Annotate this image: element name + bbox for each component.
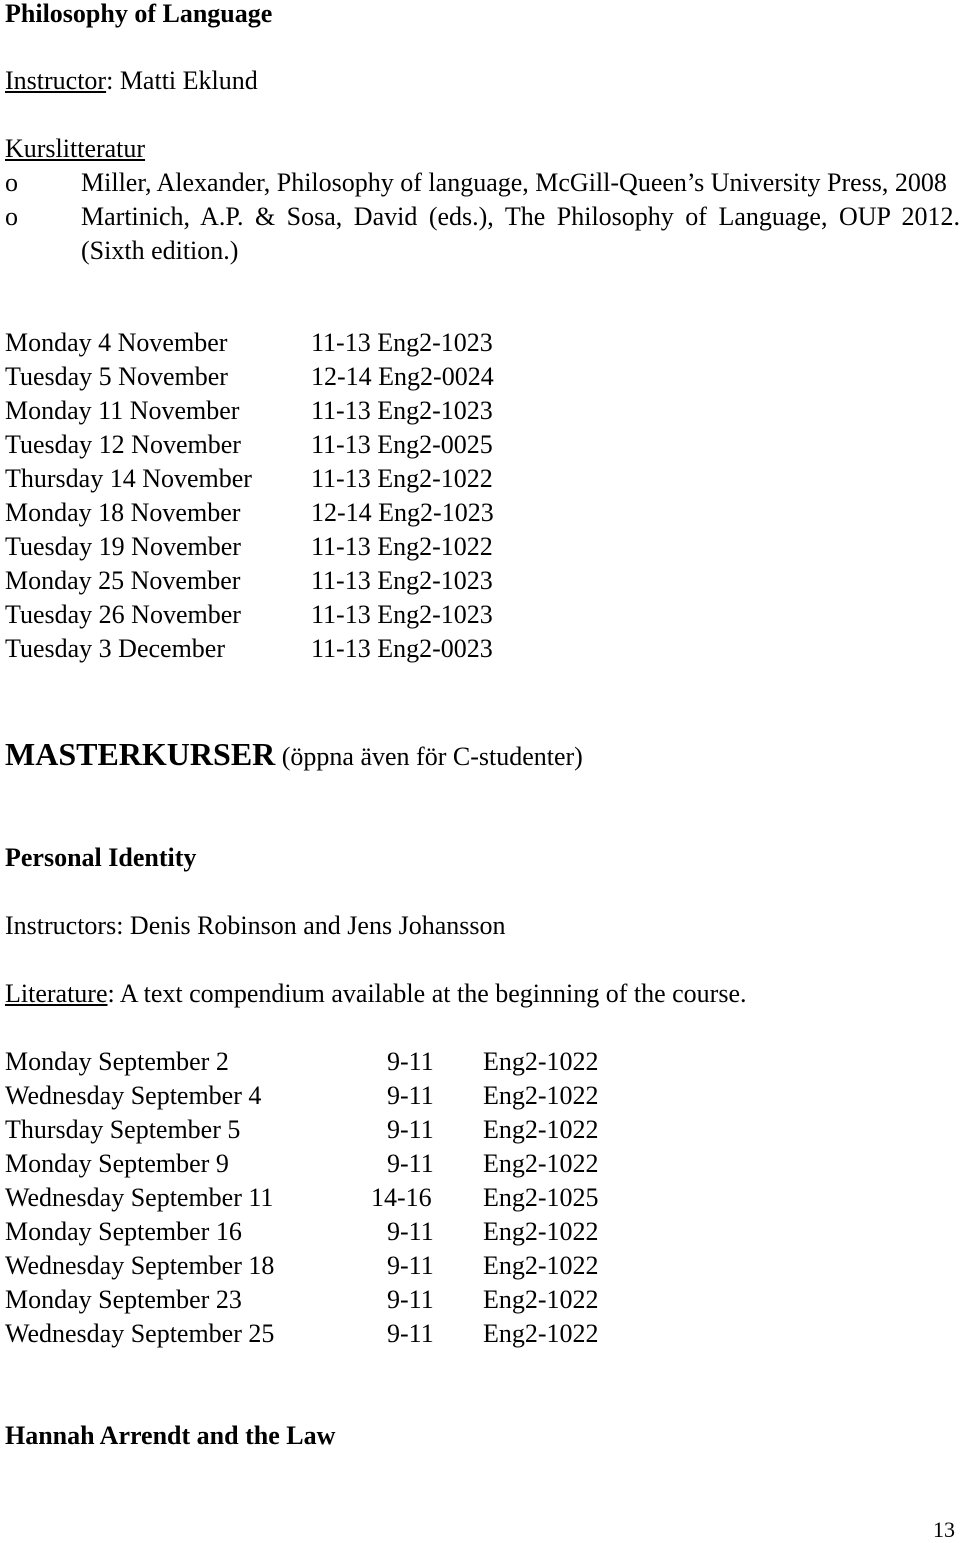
schedule-room: Eng2-1022 [483, 1149, 599, 1178]
schedule-time: 9-11 [387, 1217, 434, 1246]
literature-item [5, 200, 960, 268]
schedule-slot: 12-14 Eng2-0024 [311, 362, 494, 391]
schedule-room: Eng2-1022 [483, 1081, 599, 1110]
literature-text: Martinich, A.P. & Sosa, David (eds.), The Philosophy of Language, OUP 2012. (Sixth edition.) [81, 202, 960, 265]
schedule-slot: 11-13 Eng2-1023 [311, 328, 493, 357]
schedule-day: Tuesday 12 November [5, 430, 241, 459]
schedule-day: Tuesday 26 November [5, 600, 241, 629]
schedule-slot: 11-13 Eng2-1023 [311, 396, 493, 425]
masterkurser-note: (öppna även för C-studenter) [275, 742, 583, 771]
personal-identity-instructors: Instructors: Denis Robinson and Jens Johansson [5, 911, 506, 940]
schedule-room: Eng2-1022 [483, 1115, 599, 1144]
schedule-time: 9-11 [387, 1081, 434, 1110]
bullet-o: o [5, 202, 18, 231]
schedule-day: Thursday September 5 [5, 1115, 241, 1144]
schedule-room: Eng2-1022 [483, 1285, 599, 1314]
schedule-room: Eng2-1022 [483, 1047, 599, 1076]
course-title-personal-identity: Personal Identity [5, 843, 197, 872]
schedule-time: 9-11 [387, 1115, 434, 1144]
schedule-slot: 11-13 Eng2-0023 [311, 634, 493, 663]
schedule-day: Tuesday 19 November [5, 532, 241, 561]
schedule-day: Wednesday September 18 [5, 1251, 275, 1280]
schedule-day: Monday September 16 [5, 1217, 242, 1246]
schedule-slot: 12-14 Eng2-1023 [311, 498, 494, 527]
schedule-room: Eng2-1022 [483, 1251, 599, 1280]
bullet-o: o [5, 168, 18, 197]
masterkurser-label: MASTERKURSER [5, 736, 276, 772]
schedule-time: 9-11 [387, 1285, 434, 1314]
schedule-time: 9-11 [387, 1047, 434, 1076]
schedule-slot: 11-13 Eng2-1023 [311, 600, 493, 629]
course-title-hannah-arrendt: Hannah Arrendt and the Law [5, 1421, 336, 1450]
literature-description: : A text compendium available at the beginning of the course. [107, 979, 747, 1008]
schedule-day: Thursday 14 November [5, 464, 252, 493]
personal-identity-literature [5, 977, 747, 1011]
schedule-day: Wednesday September 25 [5, 1319, 275, 1348]
schedule-slot: 11-13 Eng2-1023 [311, 566, 493, 595]
schedule-room: Eng2-1022 [483, 1217, 599, 1246]
literature-text: Miller, Alexander, Philosophy of language, McGill-Queen’s University Press, 2008 [81, 168, 947, 197]
schedule-day: Monday September 9 [5, 1149, 229, 1178]
philosophy-instructor-line [5, 64, 258, 98]
schedule-slot: 11-13 Eng2-1022 [311, 532, 493, 561]
masterkurser-heading [5, 737, 583, 774]
schedule-day: Tuesday 3 December [5, 634, 225, 663]
schedule-day: Monday September 2 [5, 1047, 229, 1076]
schedule-slot: 11-13 Eng2-0025 [311, 430, 493, 459]
literature-list [5, 166, 960, 268]
instructor-label: Instructor [5, 66, 107, 95]
schedule-day: Tuesday 5 November [5, 362, 228, 391]
schedule-day: Monday 25 November [5, 566, 241, 595]
schedule-day: Monday 18 November [5, 498, 241, 527]
instructor-name: : Matti Eklund [106, 66, 258, 95]
literature-item [5, 166, 960, 200]
schedule-day: Monday September 23 [5, 1285, 242, 1314]
page-number: 13 [933, 1517, 955, 1542]
kurslitteratur-heading: Kurslitteratur [5, 134, 146, 163]
schedule-time: 9-11 [387, 1319, 434, 1348]
schedule-room: Eng2-1022 [483, 1319, 599, 1348]
schedule-day: Wednesday September 4 [5, 1081, 262, 1110]
literature-label: Literature [5, 979, 108, 1008]
schedule-slot: 11-13 Eng2-1022 [311, 464, 493, 493]
course-title-philosophy-of-language: Philosophy of Language [5, 0, 273, 28]
schedule-day: Wednesday September 11 [5, 1183, 274, 1212]
schedule-day: Monday 11 November [5, 396, 240, 425]
schedule-time: 9-11 [387, 1149, 434, 1178]
schedule-time: 9-11 [387, 1251, 434, 1280]
schedule-room: Eng2-1025 [483, 1183, 599, 1212]
schedule-day: Monday 4 November [5, 328, 228, 357]
schedule-time: 14-16 [371, 1183, 432, 1212]
